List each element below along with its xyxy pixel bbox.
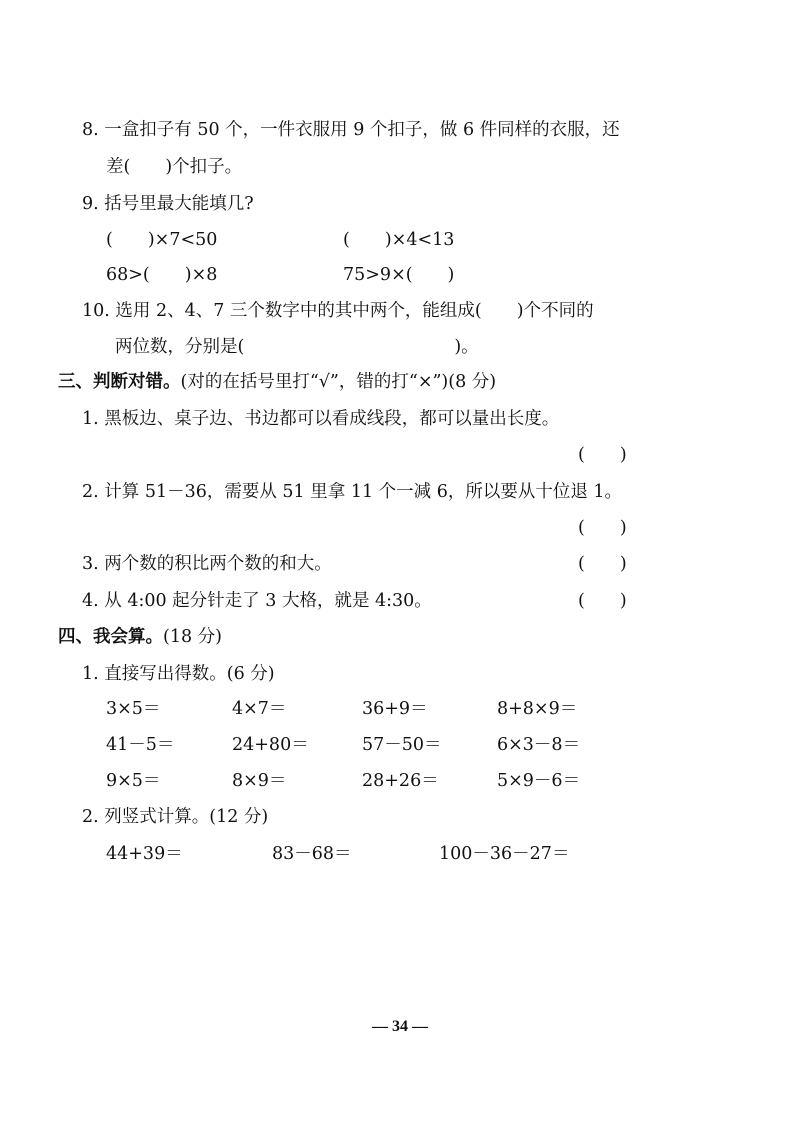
calc-r1-c1: 3×5＝ — [106, 699, 161, 719]
q9-item-d: 75>9×( ) — [343, 265, 455, 285]
calc-r1-c3: 36+9＝ — [362, 699, 428, 719]
section4-title: 四、我会算。 — [58, 627, 163, 647]
s3-item3-text: 3. 两个数的积比两个数的和大。 — [82, 554, 332, 574]
calc-r3-c3: 28+26＝ — [362, 771, 439, 791]
calc-r1-c4: 8+8×9＝ — [497, 699, 578, 719]
section3-title: 三、判断对错。 — [58, 372, 181, 392]
s3-item4-text: 4. 从 4:00 起分针走了 3 大格，就是 4:30。 — [82, 591, 432, 611]
s3-item2-answer: ( ) — [578, 518, 627, 538]
calc-r2-c3: 57－50＝ — [362, 735, 442, 755]
q10-line1: 10. 选用 2、4、7 三个数字中的其中两个，能组成( )个不同的 — [82, 301, 594, 321]
q9-item-a: ( )×7<50 — [106, 230, 218, 250]
s3-item1-answer: ( ) — [578, 445, 627, 465]
vertical-calc-3: 100－36－27＝ — [439, 844, 570, 864]
section3-heading — [58, 370, 496, 394]
s3-item4-answer: ( ) — [578, 591, 627, 611]
calc-r2-c4: 6×3－8＝ — [497, 735, 581, 755]
q9-item-c: 68>( )×8 — [106, 265, 218, 285]
q8-line2: 差( )个扣子。 — [106, 157, 243, 177]
q9-stem: 9. 括号里最大能填几? — [82, 194, 254, 214]
section3-subtitle: (对的在括号里打“√”，错的打“×”)(8 分) — [180, 372, 497, 392]
calc-r1-c2: 4×7＝ — [232, 699, 287, 719]
calc-r2-c1: 41－5＝ — [106, 735, 175, 755]
vertical-calc-1: 44+39＝ — [106, 844, 183, 864]
calc-r2-c2: 24+80＝ — [232, 735, 309, 755]
q8-line1: 8. 一盒扣子有 50 个，一件衣服用 9 个扣子，做 6 件同样的衣服，还 — [82, 120, 620, 140]
s3-item3-answer: ( ) — [578, 554, 627, 574]
s3-item2-text: 2. 计算 51－36，需要从 51 里拿 11 个一减 6，所以要从十位退 1。 — [82, 482, 623, 502]
q10-line2: 两位数，分别是( )。 — [115, 337, 479, 357]
calc-r3-c1: 9×5＝ — [106, 771, 161, 791]
page-number: — 34 — — [372, 1018, 428, 1035]
vertical-calc-2: 83－68＝ — [272, 844, 352, 864]
s4-part2-title: 2. 列竖式计算。(12 分) — [82, 807, 269, 827]
section4-subtitle: (18 分) — [163, 627, 222, 647]
calc-r3-c2: 8×9＝ — [232, 771, 287, 791]
calc-r3-c4: 5×9－6＝ — [497, 771, 581, 791]
q9-item-b: ( )×4<13 — [343, 230, 455, 250]
s3-item1-text: 1. 黑板边、桌子边、书边都可以看成线段，都可以量出长度。 — [82, 409, 560, 429]
s4-part1-title: 1. 直接写出得数。(6 分) — [82, 664, 275, 684]
section4-heading — [58, 625, 222, 649]
